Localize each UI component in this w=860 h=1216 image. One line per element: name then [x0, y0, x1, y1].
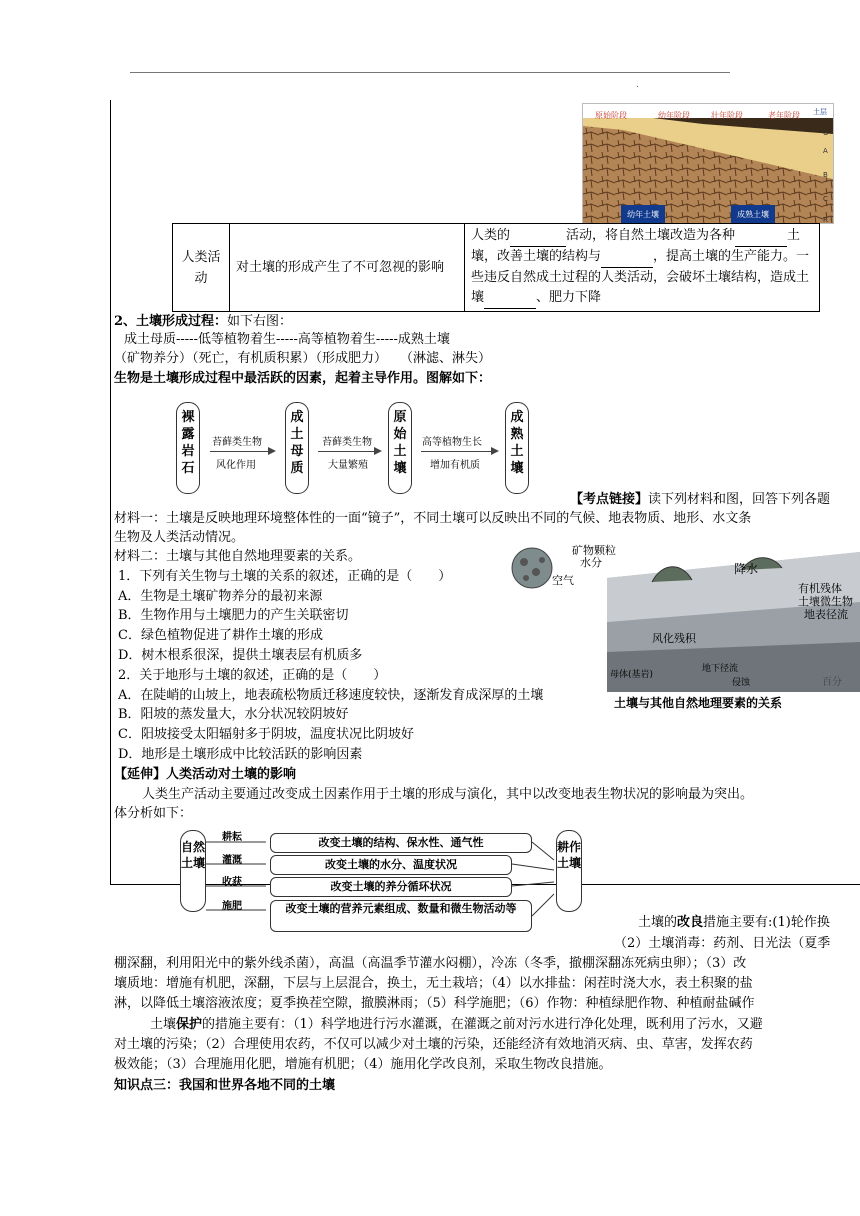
watermark: 百分: [822, 677, 842, 688]
action-label: 灌溉: [222, 855, 242, 866]
extension-label: 【延伸】: [114, 767, 167, 782]
flow-node: 成土母质: [285, 402, 309, 494]
fill-blank[interactable]: [735, 226, 787, 247]
option-a[interactable]: A．生物是土壤矿物养分的最初来源: [118, 589, 323, 604]
fill-blank[interactable]: [510, 226, 566, 247]
flow-node: 原始土壤: [388, 402, 412, 494]
header-dot: .: [636, 80, 639, 90]
option-c[interactable]: C．绿色植物促进了耕作土壤的形成: [118, 628, 323, 643]
improve-line: （2）土壤消毒：药剂、日光法（夏季: [614, 936, 831, 951]
cultivated-soil-node: 耕作土壤: [556, 830, 582, 912]
mature-soil-tag: 成熟土壤: [731, 205, 775, 224]
flow-arrow: [421, 451, 497, 452]
layer-label: B: [823, 171, 828, 179]
detail-text: 、肥力下降: [536, 290, 602, 305]
layer-label: A: [823, 147, 828, 155]
soil-elements-drawing: [502, 542, 860, 712]
flow-arrow-bottom: 大量繁殖: [328, 460, 368, 471]
flow-node: 成熟土壤: [505, 402, 529, 494]
process-notes: （矿物养分）（死亡，有机质积累）（形成肥力） （淋滤、淋失）: [114, 351, 492, 366]
element-label: 母体(基岩): [610, 670, 654, 680]
action-label: 收获: [222, 877, 242, 888]
stage-label: 原始阶段: [595, 111, 627, 120]
detail-text: 活动，将自然土壤改造为各种: [566, 228, 736, 243]
action-label: 施肥: [222, 901, 242, 912]
question-stem: 1．下列有关生物与土壤的关系的叙述，正确的是（ ）: [118, 569, 452, 584]
action-label: 耕耘: [222, 832, 242, 843]
flow-arrow: [210, 451, 274, 452]
element-label: 侵蚀: [732, 678, 751, 688]
option-d[interactable]: D．地形是土壤形成中比较活跃的影响因素: [118, 747, 363, 762]
figure-caption: 土壤与其他自然地理要素的关系: [614, 696, 783, 710]
layer-label: O: [823, 129, 829, 137]
factor-text: 人类活动: [181, 249, 221, 286]
detail-text: 土壤，改善土壤的结构与: [471, 228, 801, 264]
extension-heading: [114, 766, 296, 784]
soil-elements-figure: [502, 542, 860, 712]
flow-arrow-top: 高等植物生长: [422, 437, 482, 448]
option-b[interactable]: B．阳坡的蒸发量大，水分状况较阴坡好: [118, 707, 349, 722]
section2-heading-line: [114, 313, 292, 331]
fill-blank[interactable]: [601, 247, 653, 268]
element-label: 风化残积: [652, 632, 696, 645]
fill-blank[interactable]: [484, 288, 536, 309]
layer-label: R: [823, 216, 828, 224]
extension-intro: 人类生产活动主要通过改变成土因素作用于土壤的形成与演化，其中以改变地表生物状况的影响最为突出。: [142, 787, 754, 802]
improve-line: 棚深翻，利用阳光中的紫外线杀菌），高温（高温季节灌水闷棚），冷冻（冬季，撤棚深翻冻死病虫卵）；（3）改: [114, 956, 747, 971]
link-line: [570, 491, 830, 509]
element-label: 矿物颗粒: [572, 544, 616, 557]
effect-text: 对土壤的形成产生了不可忽视的影响: [236, 260, 445, 275]
section2-heading: 2、土壤形成过程：: [114, 314, 228, 329]
protect-text: 土壤: [150, 1017, 177, 1032]
flow-arrow-bottom: 增加有机质: [430, 460, 480, 471]
table-row: [173, 224, 820, 312]
option-a[interactable]: A．在陡峭的山坡上，地表疏松物质迁移速度较快，逐渐发育成深厚的土壤: [118, 688, 544, 703]
detail-text: 人类的: [471, 228, 511, 243]
protect-text: 的措施主要有：（1）科学地进行污水灌溉，在灌溉之前对污水进行净化处理，既利用了污水，又避: [202, 1017, 763, 1032]
flow-arrow-top: 苔藓类生物: [322, 437, 372, 448]
element-label: 有机残体: [798, 582, 842, 595]
layer-title: 土层: [813, 108, 827, 116]
human-activity-table: [172, 223, 820, 312]
extension-intro: 体分析如下：: [114, 806, 193, 821]
detail-cell: [465, 224, 820, 312]
improve-text: 措施主要有:(1)轮作换: [703, 915, 830, 930]
element-label: 空气: [552, 574, 574, 587]
young-soil-tag: 幼年土壤: [621, 205, 665, 224]
protect-line: 极效能；（3）合理施用化肥，增施有机肥；（4）施用化学改良剂，采取生物改良措施。: [114, 1057, 612, 1072]
process-line: 成土母质-----低等植物着生-----高等植物着生-----成熟土壤: [124, 332, 450, 347]
effect-cell: [230, 224, 465, 312]
improve-text: 土壤的: [638, 915, 678, 930]
extension-title: 人类活动对土壤的影响: [166, 767, 297, 782]
factor-cell: [173, 224, 230, 312]
element-label: 降水: [734, 562, 759, 576]
question-stem: 2．关于地形与土壤的叙述，正确的是（ ）: [118, 668, 387, 683]
flow-node: 裸露岩石: [176, 402, 200, 494]
improve-line: 淋，以降低土壤溶液浓度；夏季换茬空隙，撤膜淋雨；（5）科学施肥；（6）作物：种植绿肥作物、种植耐盐碱作: [114, 996, 755, 1011]
stage-label: 幼年阶段: [658, 111, 690, 120]
stage-label: 老年阶段: [768, 111, 800, 120]
improve-line: [638, 914, 830, 932]
option-c[interactable]: C．阳坡接受太阳辐射多于阴坡，温度状况比阴坡好: [118, 727, 414, 742]
stage-label: 壮年阶段: [711, 111, 743, 120]
natural-soil-node: 自然土壤: [180, 830, 206, 912]
soil-profile-figure: [582, 103, 834, 224]
element-label: 地表径流: [804, 608, 848, 621]
element-label: 地下径流: [702, 664, 739, 674]
material1-line: 生物及人类活动情况。: [114, 530, 245, 545]
improve-keyword: 改良: [677, 915, 704, 930]
flow-arrow-bottom: 风化作用: [216, 460, 256, 471]
effect-box: 改变土壤的水分、温度状况: [270, 855, 512, 875]
effect-box: 改变土壤的养分循环状况: [270, 877, 512, 897]
protect-keyword: 保护: [176, 1017, 203, 1032]
element-label: 水分: [580, 556, 602, 569]
effect-box: 改变土壤的结构、保水性、通气性: [270, 833, 532, 853]
biology-emphasis: 生物是土壤形成过程中最活跃的因素，起着主导作用。图解如下：: [114, 371, 492, 386]
layer-label: C: [823, 195, 828, 203]
material2-line: 材料二：土壤与其他自然地理要素的关系。: [114, 549, 362, 564]
detail-text: ，提高土壤的生产能力。一些违反自然成土过程的人类活动，会破坏土壤结构，造成土壤: [471, 249, 810, 305]
option-b[interactable]: B．生物作用与土壤肥力的产生关联密切: [118, 608, 349, 623]
header-rule: [130, 72, 730, 73]
link-text: 读下列材料和图，回答下列各题: [648, 492, 831, 507]
element-label: 土壤微生物: [798, 595, 853, 608]
improve-line: 壤质地：增施有机肥，深翻，下层与上层混合，换土，无土栽培；（4）以水排盐：闲茬时浇大水，表土积聚的盐: [114, 976, 753, 991]
effect-box: 改变土壤的营养元素组成、数量和微生物活动等: [270, 900, 532, 932]
material1-line: 材料一：土壤是反映地理环境整体性的一面“镜子”，不同土壤可以反映出不同的气候、地表物质、地形、水文条: [114, 511, 752, 526]
knowledge-point-3: 知识点三：我国和世界各地不同的土壤: [114, 1078, 336, 1093]
protect-line: [150, 1016, 763, 1034]
option-d[interactable]: D．树木根系很深，提供土壤表层有机质多: [118, 648, 363, 663]
section2-heading-tail: 如下右图：: [227, 314, 293, 329]
flow-arrow: [318, 451, 380, 452]
protect-line: 对土壤的污染；（2）合理使用农药，不仅可以减少对土壤的污染，还能经济有效地消灭病、虫、草害，发挥农药: [114, 1037, 753, 1052]
flow-arrow-top: 苔藓类生物: [212, 437, 262, 448]
link-label: 【考点链接】: [570, 492, 649, 507]
